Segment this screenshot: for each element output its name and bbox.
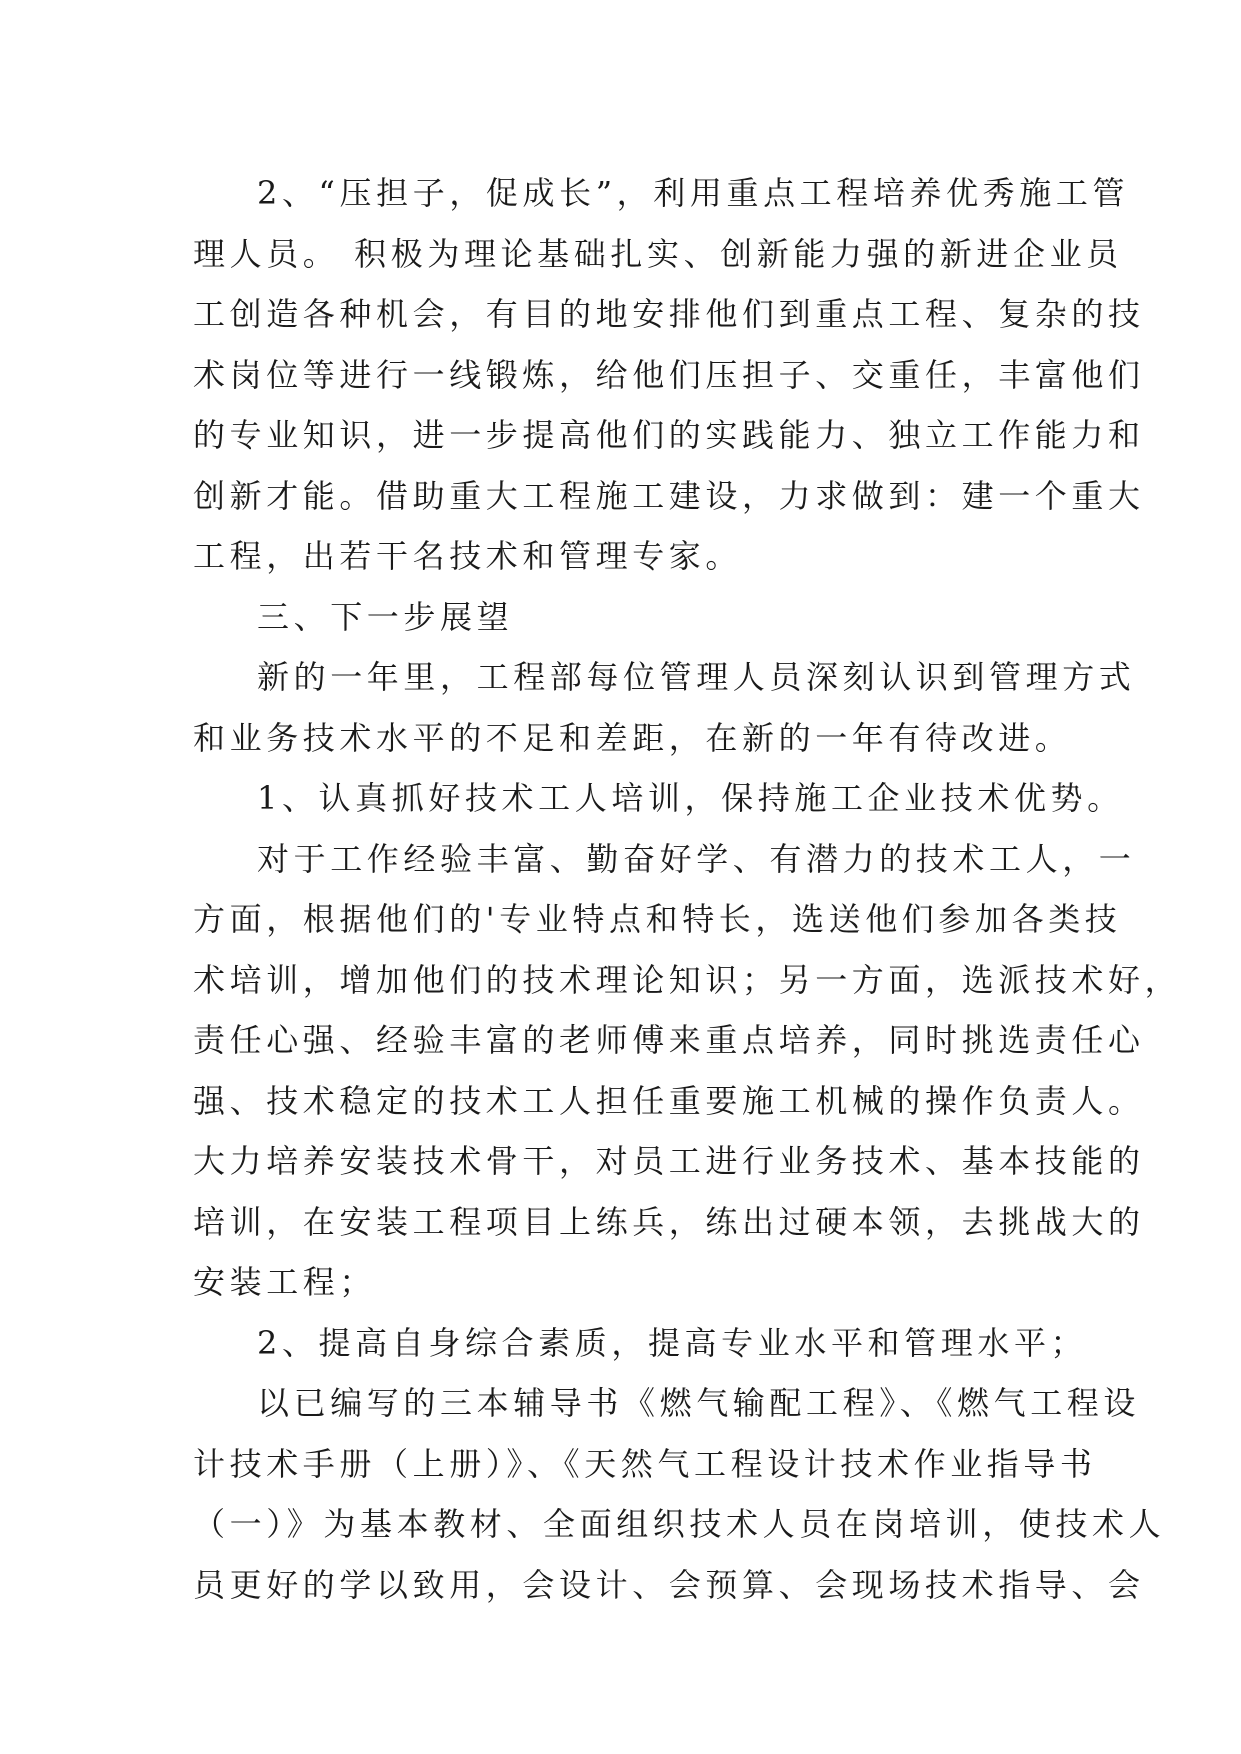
text-line: 大力培养安装技术骨干，对员工进行业务技术、基本技能的 xyxy=(193,1142,1145,1180)
text-line: 2、“压担子，促成长”，利用重点工程培养优秀施工管 xyxy=(257,174,1130,212)
text-line: 培训，在安装工程项目上练兵，练出过硬本领，去挑战大的 xyxy=(193,1202,1145,1241)
text-line: （一）》为基本教材、全面组织技术人员在岗培训，使技术人 xyxy=(193,1505,1166,1543)
text-line: 方面，根据他们的'专业特点和特长，选送他们参加各类技 xyxy=(193,900,1122,938)
text-line: 理人员。 积极为理论基础扎实、创新能力强的新进企业员 xyxy=(193,234,1123,273)
text-line: 的专业知识，进一步提高他们的实践能力、独立工作能力和 xyxy=(193,416,1145,454)
text-line: 安装工程； xyxy=(193,1263,377,1301)
section-heading: 三、下一步展望 xyxy=(257,597,514,636)
text-line: 强、技术稳定的技术工人担任重要施工机械的操作负责人。 xyxy=(193,1081,1145,1120)
document-body xyxy=(193,163,1182,1615)
text-line: 1、认真抓好技术工人培训，保持施工企业技术优势。 xyxy=(257,779,1124,817)
text-line: 术岗位等进行一线锻炼，给他们压担子、交重任，丰富他们 xyxy=(193,355,1145,394)
text-line: 工程，出若干名技术和管理专家。 xyxy=(193,537,743,575)
text-line: 和业务技术水平的不足和差距，在新的一年有待改进。 xyxy=(193,718,1072,757)
text-line: 新的一年里，工程部每位管理人员深刻认识到管理方式 xyxy=(257,658,1136,696)
text-line: 对于工作经验丰富、勤奋好学、有潜力的技术工人，一 xyxy=(257,839,1136,878)
text-line: 工创造各种机会，有目的地安排他们到重点工程、复杂的技 xyxy=(193,295,1145,333)
text-line: 创新才能。借助重大工程施工建设，力求做到：建一个重大 xyxy=(193,476,1145,515)
text-line: 术培训，增加他们的技术理论知识；另一方面，选派技术好， xyxy=(193,960,1182,999)
text-line: 计技术手册（上册）》、《天然气工程设计技术作业指导书 xyxy=(193,1444,1097,1483)
text-line: 以已编写的三本辅导书《燃气输配工程》、《燃气工程设 xyxy=(257,1384,1141,1422)
text-line: 员更好的学以致用，会设计、会预算、会现场技术指导、会 xyxy=(193,1565,1145,1604)
text-line: 责任心强、经验丰富的老师傅来重点培养，同时挑选责任心 xyxy=(193,1021,1145,1059)
text-line: 2、提高自身综合素质，提高专业水平和管理水平； xyxy=(257,1323,1088,1362)
